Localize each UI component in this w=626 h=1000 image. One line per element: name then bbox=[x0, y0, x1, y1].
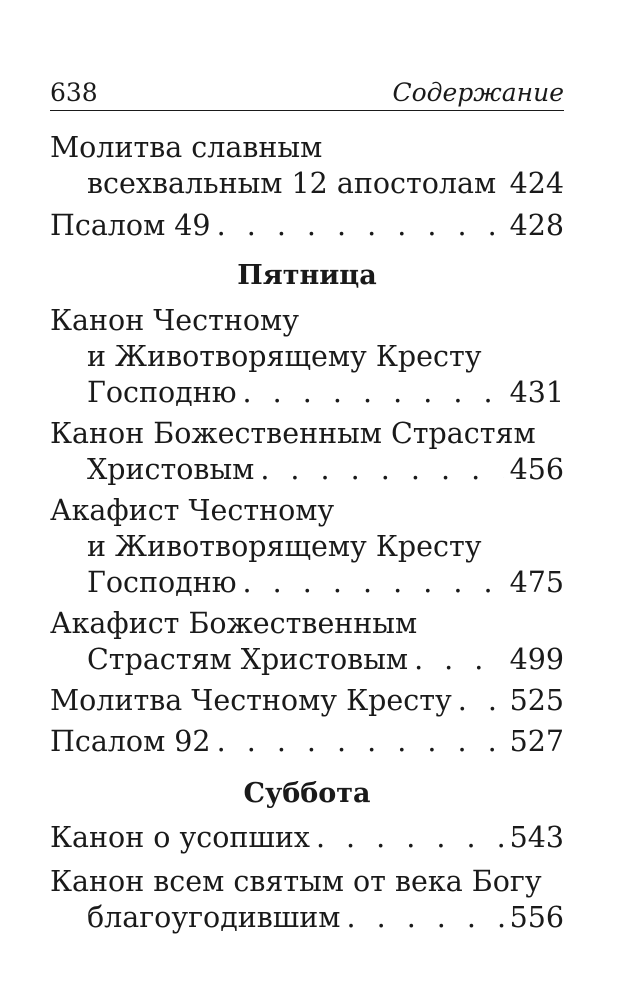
toc-entry-line: и Животворящему Кресту bbox=[87, 340, 482, 373]
dot-leader bbox=[316, 820, 504, 856]
toc-entry-line: Господню bbox=[87, 376, 237, 409]
toc-entry[interactable] bbox=[87, 642, 564, 678]
toc-entry-line: Молитва славным bbox=[50, 131, 323, 164]
toc-entry[interactable] bbox=[50, 683, 564, 719]
toc-entry-line: Молитва Честному Кресту bbox=[50, 684, 452, 717]
page-header bbox=[50, 76, 564, 111]
toc-page-number: 431 bbox=[509, 376, 564, 409]
dot-leader bbox=[260, 452, 503, 488]
toc-entry-line: Христовым bbox=[87, 453, 255, 486]
page-number: 638 bbox=[50, 78, 98, 107]
toc-entry[interactable] bbox=[87, 900, 564, 936]
toc-page-number: 543 bbox=[509, 821, 564, 854]
toc-page-number: 556 bbox=[509, 901, 564, 934]
toc-entry-line: Акафист Честному bbox=[50, 494, 335, 527]
toc-entry-line: Канон о усопших bbox=[50, 821, 310, 854]
toc-entry-line: Акафист Божественным bbox=[50, 607, 418, 640]
running-title: Содержание bbox=[392, 78, 564, 107]
toc-entry-line: Страстям Христовым bbox=[87, 643, 409, 676]
toc-page-number: 428 bbox=[509, 209, 564, 242]
toc-page-number: 525 bbox=[509, 684, 564, 717]
dot-leader bbox=[458, 683, 504, 719]
toc-entry-line: Канон всем святым от века Богу bbox=[50, 865, 542, 898]
toc-page-number: 527 bbox=[509, 725, 564, 758]
dot-leader bbox=[346, 900, 503, 936]
toc-entry-line: Канон Честному bbox=[50, 304, 299, 337]
toc-entry-line: и Животворящему Кресту bbox=[87, 530, 482, 563]
toc-page-number: 499 bbox=[509, 643, 564, 676]
section-heading-saturday: Суббота bbox=[243, 778, 371, 809]
toc-entry[interactable] bbox=[50, 724, 564, 760]
toc-entry-line: Псалом 92 bbox=[50, 725, 211, 758]
dot-leader bbox=[414, 642, 504, 678]
dot-leader bbox=[217, 208, 504, 244]
dot-leader bbox=[217, 724, 504, 760]
toc-entry-line: всехвальным 12 апостолам bbox=[87, 167, 497, 200]
toc-entry[interactable] bbox=[87, 565, 564, 601]
toc-entry[interactable] bbox=[87, 452, 564, 488]
toc-page-number: 456 bbox=[509, 453, 564, 486]
toc-page-number: 475 bbox=[509, 566, 564, 599]
toc-page-number: 424 bbox=[509, 167, 564, 200]
toc-entry[interactable] bbox=[87, 375, 564, 411]
toc-entry[interactable] bbox=[87, 166, 564, 202]
toc-entry-line: благоугодившим bbox=[87, 901, 341, 934]
toc-entry[interactable] bbox=[50, 208, 564, 244]
dot-leader bbox=[243, 565, 504, 601]
dot-leader bbox=[243, 375, 504, 411]
toc-entry-line: Господню bbox=[87, 566, 237, 599]
section-heading-friday: Пятница bbox=[237, 260, 377, 291]
toc-entry[interactable] bbox=[50, 820, 564, 856]
toc-entry-line: Псалом 49 bbox=[50, 209, 211, 242]
toc-entry-line: Канон Божественным Страстям bbox=[50, 417, 536, 450]
